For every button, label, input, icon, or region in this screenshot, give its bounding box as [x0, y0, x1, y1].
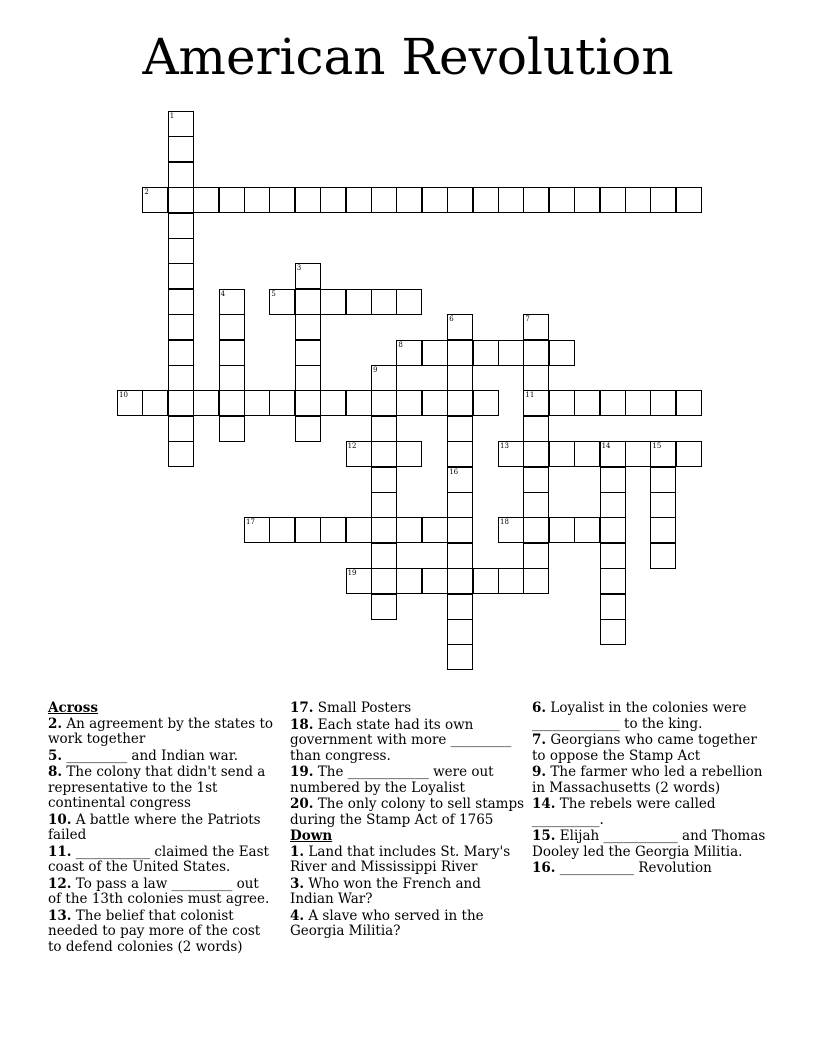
grid-cell[interactable] [650, 543, 676, 569]
grid-cell[interactable] [320, 289, 346, 315]
grid-cell[interactable] [447, 517, 473, 543]
clue-across-5: 5. _________ and Indian war. [48, 747, 238, 764]
grid-cell[interactable] [447, 644, 473, 670]
grid-cell[interactable] [523, 568, 549, 594]
grid-cell[interactable] [447, 467, 473, 493]
grid-cell[interactable] [625, 441, 651, 467]
grid-cell[interactable] [600, 187, 626, 213]
clue-down-4: 4. A slave who served in the Georgia Militia? [290, 907, 484, 939]
grid-cell[interactable] [422, 340, 448, 366]
grid-cell[interactable] [168, 162, 194, 188]
clue-across-2: 2. An agreement by the states to work together [48, 715, 273, 747]
grid-cell[interactable] [498, 568, 524, 594]
grid-cell[interactable] [600, 543, 626, 569]
grid-cell[interactable] [269, 289, 295, 315]
grid-cell[interactable] [168, 441, 194, 467]
puzzle-title: American Revolution [142, 28, 674, 86]
grid-cell[interactable] [523, 340, 549, 366]
grid-cell[interactable] [422, 517, 448, 543]
grid-cell[interactable] [422, 390, 448, 416]
clue-number: 2 [144, 188, 149, 197]
grid-cell[interactable] [168, 416, 194, 442]
grid-cell[interactable] [498, 517, 524, 543]
grid-cell[interactable] [549, 390, 575, 416]
grid-cell[interactable] [549, 441, 575, 467]
grid-cell[interactable] [422, 568, 448, 594]
grid-cell[interactable] [371, 517, 397, 543]
clue-number: 5 [271, 289, 276, 298]
grid-cell[interactable] [447, 568, 473, 594]
clue-number: 10 [119, 391, 128, 400]
grid-cell[interactable] [168, 365, 194, 391]
grid-cell[interactable] [295, 187, 321, 213]
grid-cell[interactable] [396, 568, 422, 594]
grid-cell[interactable] [320, 517, 346, 543]
grid-cell[interactable] [142, 187, 168, 213]
grid-cell[interactable] [193, 390, 219, 416]
grid-cell[interactable] [371, 543, 397, 569]
grid-cell[interactable] [549, 340, 575, 366]
grid-cell[interactable] [168, 390, 194, 416]
grid-cell[interactable] [371, 187, 397, 213]
down-heading: Down [290, 828, 333, 844]
grid-cell[interactable] [600, 594, 626, 620]
clue-number: 11 [525, 391, 535, 400]
grid-cell[interactable] [371, 467, 397, 493]
clue-number: 9 [373, 366, 378, 374]
grid-cell[interactable] [295, 365, 321, 391]
grid-cell[interactable] [219, 289, 245, 315]
clue-number: 18 [500, 518, 509, 527]
clues-column-1 [48, 701, 276, 956]
grid-cell[interactable] [168, 111, 194, 137]
grid-cell[interactable] [574, 441, 600, 467]
grid-cell[interactable] [625, 187, 651, 213]
grid-cell[interactable] [549, 187, 575, 213]
clue-across-12: 12. To pass a law _________ out of the 13th colonies must agree. [48, 875, 270, 907]
grid-cell[interactable] [320, 187, 346, 213]
grid-cell[interactable] [346, 187, 372, 213]
grid-cell[interactable] [396, 340, 422, 366]
grid-cell[interactable] [600, 467, 626, 493]
grid-cell[interactable] [244, 390, 270, 416]
grid-cell[interactable] [447, 340, 473, 366]
clue-across-17: 17. Small Posters [290, 700, 412, 716]
grid-cell[interactable] [371, 441, 397, 467]
clue-number: 1 [169, 112, 175, 120]
grid-cell[interactable] [168, 238, 194, 264]
grid-cell[interactable] [346, 390, 372, 416]
clue-number: 13 [500, 442, 509, 451]
grid-cell[interactable] [447, 365, 473, 391]
grid-cell[interactable] [371, 594, 397, 620]
grid-cell[interactable] [295, 416, 321, 442]
clue-across-19: 19. The ____________ were out numbered by the Loyalist [290, 764, 494, 796]
across-heading: Across [48, 700, 99, 716]
grid-cell[interactable] [244, 187, 270, 213]
grid-cell[interactable] [295, 340, 321, 366]
grid-cell[interactable] [676, 390, 702, 416]
clue-number: 15 [652, 442, 662, 451]
grid-cell[interactable] [371, 416, 397, 442]
clue-number: 14 [601, 442, 611, 451]
grid-cell[interactable] [447, 543, 473, 569]
clue-down-16: 16. ___________ Revolution [532, 860, 712, 876]
grid-cell[interactable] [295, 314, 321, 340]
grid-cell[interactable] [523, 390, 549, 416]
grid-cell[interactable] [447, 314, 473, 340]
grid-cell[interactable] [473, 340, 499, 366]
grid-cell[interactable] [650, 517, 676, 543]
clue-across-10: 10. A battle where the Patriots failed [48, 811, 261, 843]
grid-cell[interactable] [523, 314, 549, 340]
grid-cell[interactable] [219, 365, 245, 391]
grid-cell[interactable] [295, 263, 321, 289]
grid-cell[interactable] [346, 517, 372, 543]
grid-cell[interactable] [600, 390, 626, 416]
grid-cell[interactable] [447, 441, 473, 467]
grid-cell[interactable] [422, 187, 448, 213]
grid-cell[interactable] [295, 289, 321, 315]
grid-cell[interactable] [371, 289, 397, 315]
clue-number: 7 [525, 315, 530, 324]
clue-number: 17 [246, 518, 255, 527]
grid-cell[interactable] [447, 594, 473, 620]
grid-cell[interactable] [371, 492, 397, 518]
clue-number: 3 [296, 264, 302, 273]
grid-cell[interactable] [473, 390, 499, 416]
grid-cell[interactable] [168, 289, 194, 315]
grid-cell[interactable] [219, 314, 245, 340]
grid-cell[interactable] [473, 568, 499, 594]
grid-cell[interactable] [676, 441, 702, 467]
clue-down-15: 15. Elijah ___________ and Thomas Dooley led the Georgia Militia. [532, 828, 766, 860]
grid-cell[interactable] [574, 187, 600, 213]
clue-number: 8 [398, 340, 403, 349]
grid-cell[interactable] [396, 289, 422, 315]
grid-cell[interactable] [600, 492, 626, 518]
grid-cell[interactable] [600, 517, 626, 543]
clue-across-11: 11. ___________ claimed the East coast of the United States. [48, 843, 269, 875]
grid-cell[interactable] [346, 441, 372, 467]
grid-cell[interactable] [396, 517, 422, 543]
grid-cell[interactable] [600, 619, 626, 645]
grid-cell[interactable] [168, 136, 194, 162]
grid-cell[interactable] [168, 340, 194, 366]
grid-cell[interactable] [600, 568, 626, 594]
grid-cell[interactable] [650, 492, 676, 518]
grid-cell[interactable] [523, 441, 549, 467]
grid-cell[interactable] [346, 568, 372, 594]
grid-cell[interactable] [193, 187, 219, 213]
grid-cell[interactable] [650, 390, 676, 416]
grid-cell[interactable] [396, 390, 422, 416]
grid-cell[interactable] [346, 289, 372, 315]
grid-cell[interactable] [650, 441, 676, 467]
grid-cell[interactable] [549, 517, 575, 543]
clue-across-18: 18. Each state had its own government with more _________ than congress. [290, 716, 512, 764]
clue-down-1: 1. Land that includes St. Mary's River and Mississippi River [290, 843, 511, 875]
grid-cell[interactable] [295, 517, 321, 543]
grid-cell[interactable] [498, 187, 524, 213]
clue-across-20: 20. The only colony to sell stamps during the Stamp Act of 1765 [290, 796, 525, 828]
grid-cell[interactable] [244, 517, 270, 543]
grid-cell[interactable] [523, 416, 549, 442]
grid-cell[interactable] [650, 187, 676, 213]
grid-cell[interactable] [473, 187, 499, 213]
clue-down-9: 9. The farmer who led a rebellion in Massachusetts (2 words) [532, 764, 763, 796]
grid-cell[interactable] [447, 390, 473, 416]
grid-cell[interactable] [396, 187, 422, 213]
grid-cell[interactable] [523, 187, 549, 213]
grid-cell[interactable] [523, 543, 549, 569]
grid-cell[interactable] [498, 441, 524, 467]
grid-cell[interactable] [523, 365, 549, 391]
clues-column-2 [290, 701, 526, 941]
grid-cell[interactable] [523, 492, 549, 518]
clue-across-8: 8. The colony that didn't send a representative to the 1st continental congress [48, 764, 266, 811]
clue-down-6: 6. Loyalist in the colonies were _____________ to the king. [532, 700, 747, 732]
clue-number: 12 [347, 442, 357, 451]
grid-cell[interactable] [574, 390, 600, 416]
clues-column-3 [532, 701, 768, 878]
grid-cell[interactable] [142, 390, 168, 416]
grid-cell[interactable] [600, 441, 626, 467]
grid-cell[interactable] [320, 390, 346, 416]
grid-cell[interactable] [371, 365, 397, 391]
clue-down-7: 7. Georgians who came together to oppose the Stamp Act [532, 732, 757, 764]
clue-down-14: 14. The rebels were called __________. [532, 796, 716, 828]
grid-cell[interactable] [371, 568, 397, 594]
grid-cell[interactable] [219, 390, 245, 416]
grid-cell[interactable] [447, 416, 473, 442]
grid-cell[interactable] [219, 416, 245, 442]
grid-cell[interactable] [447, 492, 473, 518]
grid-cell[interactable] [625, 390, 651, 416]
grid-cell[interactable] [523, 467, 549, 493]
grid-cell[interactable] [269, 187, 295, 213]
grid-cell[interactable] [447, 187, 473, 213]
grid-cell[interactable] [676, 187, 702, 213]
grid-cell[interactable] [447, 619, 473, 645]
grid-cell[interactable] [574, 517, 600, 543]
clue-down-3: 3. Who won the French and Indian War? [290, 875, 481, 907]
clue-across-13: 13. The belief that colonist needed to pay more of the cost to defend colonies (2 words) [48, 907, 261, 955]
clue-number: 19 [347, 569, 357, 578]
grid-cell[interactable] [269, 517, 295, 543]
grid-cell[interactable] [219, 340, 245, 366]
grid-cell[interactable] [371, 390, 397, 416]
grid-cell[interactable] [269, 390, 295, 416]
grid-cell[interactable] [498, 340, 524, 366]
clue-number: 4 [220, 289, 226, 298]
grid-cell[interactable] [650, 467, 676, 493]
grid-cell[interactable] [168, 314, 194, 340]
grid-cell[interactable] [168, 187, 194, 213]
grid-cell[interactable] [295, 390, 321, 416]
grid-cell[interactable] [168, 213, 194, 239]
grid-cell[interactable] [219, 187, 245, 213]
grid-cell[interactable] [168, 263, 194, 289]
grid-cell[interactable] [117, 390, 143, 416]
clue-number: 6 [449, 315, 454, 324]
grid-cell[interactable] [523, 517, 549, 543]
clue-number: 16 [449, 467, 459, 476]
grid-cell[interactable] [396, 441, 422, 467]
